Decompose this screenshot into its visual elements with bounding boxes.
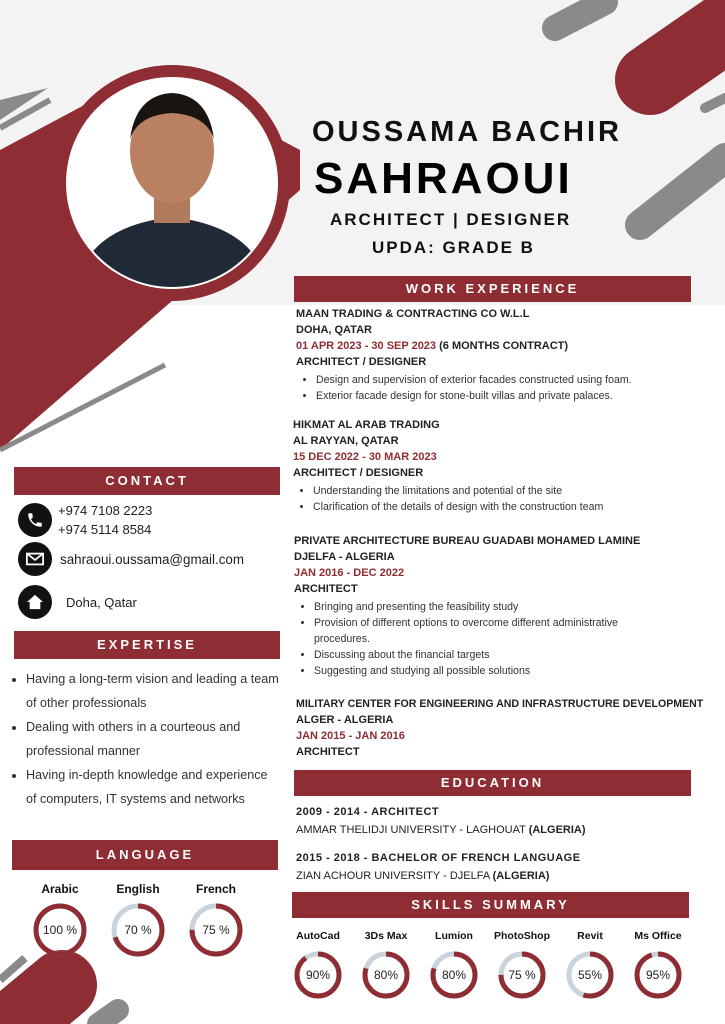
skills-heading: SKILLS SUMMARY	[292, 892, 689, 918]
company: MILITARY CENTER FOR ENGINEERING AND INFRASTRUCTURE DEVELOPMENT	[296, 698, 704, 710]
ring-item	[490, 930, 554, 1002]
education-school: ZIAN ACHOUR UNIVERSITY - DJELFA (ALGERIA)	[296, 870, 550, 882]
dates: 15 DEC 2022 - 30 MAR 2023	[293, 451, 437, 463]
location: DJELFA - ALGERIA	[294, 551, 395, 563]
role: ARCHITECT	[294, 583, 358, 595]
ring-item	[626, 930, 690, 1002]
ring-item	[558, 930, 622, 1002]
address-row	[18, 585, 137, 619]
education-heading: EDUCATION	[294, 770, 691, 796]
duties	[293, 483, 713, 515]
education-school: AMMAR THELIDJI UNIVERSITY - LAGHOUAT (ALGERIA)	[296, 824, 586, 836]
job-title: ARCHITECT | DESIGNER	[330, 210, 572, 229]
work-entry	[294, 533, 714, 679]
work-experience-heading: WORK EXPERIENCE	[294, 276, 691, 302]
location: AL RAYYAN, QATAR	[293, 435, 399, 447]
language-heading: LANGUAGE	[12, 840, 278, 870]
ring-name: English	[116, 882, 160, 896]
progress-ring	[563, 948, 617, 1002]
ring-item	[286, 930, 350, 1002]
work-entry	[293, 417, 713, 515]
ring-name: PhotoShop	[494, 930, 550, 942]
progress-ring	[631, 948, 685, 1002]
email[interactable]: sahraoui.oussama@gmail.com	[60, 551, 245, 567]
duty-item: • Exterior facade design for stone-built villas and private palaces.	[316, 388, 716, 404]
ring-value: 90%	[305, 968, 331, 982]
ring-value: 75 %	[508, 968, 536, 982]
ring-value: 80%	[373, 968, 399, 982]
ring-name: AutoCad	[296, 930, 340, 942]
progress-ring	[186, 900, 246, 960]
duty-item: • Bringing and presenting the feasibility study	[314, 599, 674, 615]
contact-heading: CONTACT	[14, 467, 280, 495]
ring-item	[422, 930, 486, 1002]
ring-item	[176, 882, 256, 960]
dates: JAN 2016 - DEC 2022	[294, 567, 405, 579]
phone-icon	[18, 503, 52, 537]
progress-ring	[427, 948, 481, 1002]
role: ARCHITECT / DESIGNER	[296, 356, 427, 368]
ring-value: 100 %	[42, 923, 78, 937]
company: HIKMAT AL ARAB TRADING	[293, 419, 440, 431]
expertise-item: • Having a long-term vision and leading a team of other professionals	[26, 667, 280, 715]
ring-value: 95%	[645, 968, 671, 982]
dates: JAN 2015 - JAN 2016	[296, 730, 405, 742]
education-entry	[296, 803, 586, 839]
email-row	[18, 542, 244, 576]
progress-ring	[108, 900, 168, 960]
ring-name: Ms Office	[634, 930, 682, 942]
education-degree: 2009 - 2014 - ARCHITECT	[296, 806, 440, 818]
duty-item: • Discussing about the financial targets	[314, 647, 674, 663]
location: ALGER - ALGERIA	[296, 714, 394, 726]
progress-ring	[291, 948, 345, 1002]
duty-item: • Suggesting and studying all possible solutions	[314, 663, 674, 679]
home-icon	[18, 585, 52, 619]
work-entry	[296, 696, 721, 760]
education-entry	[296, 849, 581, 885]
role: ARCHITECT / DESIGNER	[293, 467, 424, 479]
skills-grid	[286, 930, 720, 1010]
phone-2[interactable]: +974 5114 8584	[58, 522, 152, 537]
ring-value: 70 %	[124, 923, 152, 937]
work-entry	[296, 306, 716, 404]
phone-row	[18, 501, 152, 539]
dates: 01 APR 2023 - 30 SEP 2023 (6 MONTHS CONTRACT)	[296, 340, 569, 352]
ring-name: 3Ds Max	[364, 930, 408, 942]
address: Doha, Qatar	[66, 594, 137, 610]
profile-photo	[66, 77, 278, 289]
duty-item: • Provision of different options to overcome different administrative procedures.	[314, 615, 674, 647]
last-name: SAHRAOUI	[314, 154, 573, 203]
grade: UPDA: GRADE B	[372, 238, 535, 257]
ring-name: Lumion	[435, 930, 473, 942]
company: PRIVATE ARCHITECTURE BUREAU GUADABI MOHAMED LAMINE	[294, 535, 641, 547]
duties	[296, 372, 716, 404]
ring-item	[98, 882, 178, 960]
ring-name: Revit	[577, 930, 603, 942]
ring-value: 75 %	[202, 923, 230, 937]
company: MAAN TRADING & CONTRACTING CO W.L.L	[296, 308, 530, 320]
expertise-item: • Having in-depth knowledge and experience of computers, IT systems and networks	[26, 763, 280, 811]
ring-name: Arabic	[41, 882, 79, 896]
progress-ring	[359, 948, 413, 1002]
ring-item	[20, 882, 100, 960]
ring-value: 80%	[441, 968, 467, 982]
ring-value: 55%	[577, 968, 603, 982]
mail-icon	[18, 542, 52, 576]
expertise-item: • Dealing with others in a courteous and professional manner	[26, 715, 280, 763]
duties	[294, 599, 674, 679]
education-degree: 2015 - 2018 - BACHELOR OF FRENCH LANGUAGE	[296, 852, 581, 864]
ring-name: French	[195, 882, 236, 896]
progress-ring	[495, 948, 549, 1002]
ring-item	[354, 930, 418, 1002]
duty-item: • Understanding the limitations and potential of the site	[313, 483, 713, 499]
first-name: OUSSAMA BACHIR	[312, 116, 622, 148]
role: ARCHITECT	[296, 746, 360, 758]
language-grid	[20, 882, 280, 962]
duty-item: • Design and supervision of exterior facades constructed using foam.	[316, 372, 716, 388]
location: DOHA, QATAR	[296, 324, 372, 336]
expertise-heading: EXPERTISE	[14, 631, 280, 659]
progress-ring	[30, 900, 90, 960]
duty-item: • Clarification of the details of design with the construction team	[313, 499, 713, 515]
expertise-list	[10, 667, 280, 811]
phone-1[interactable]: +974 7108 2223	[58, 503, 153, 518]
